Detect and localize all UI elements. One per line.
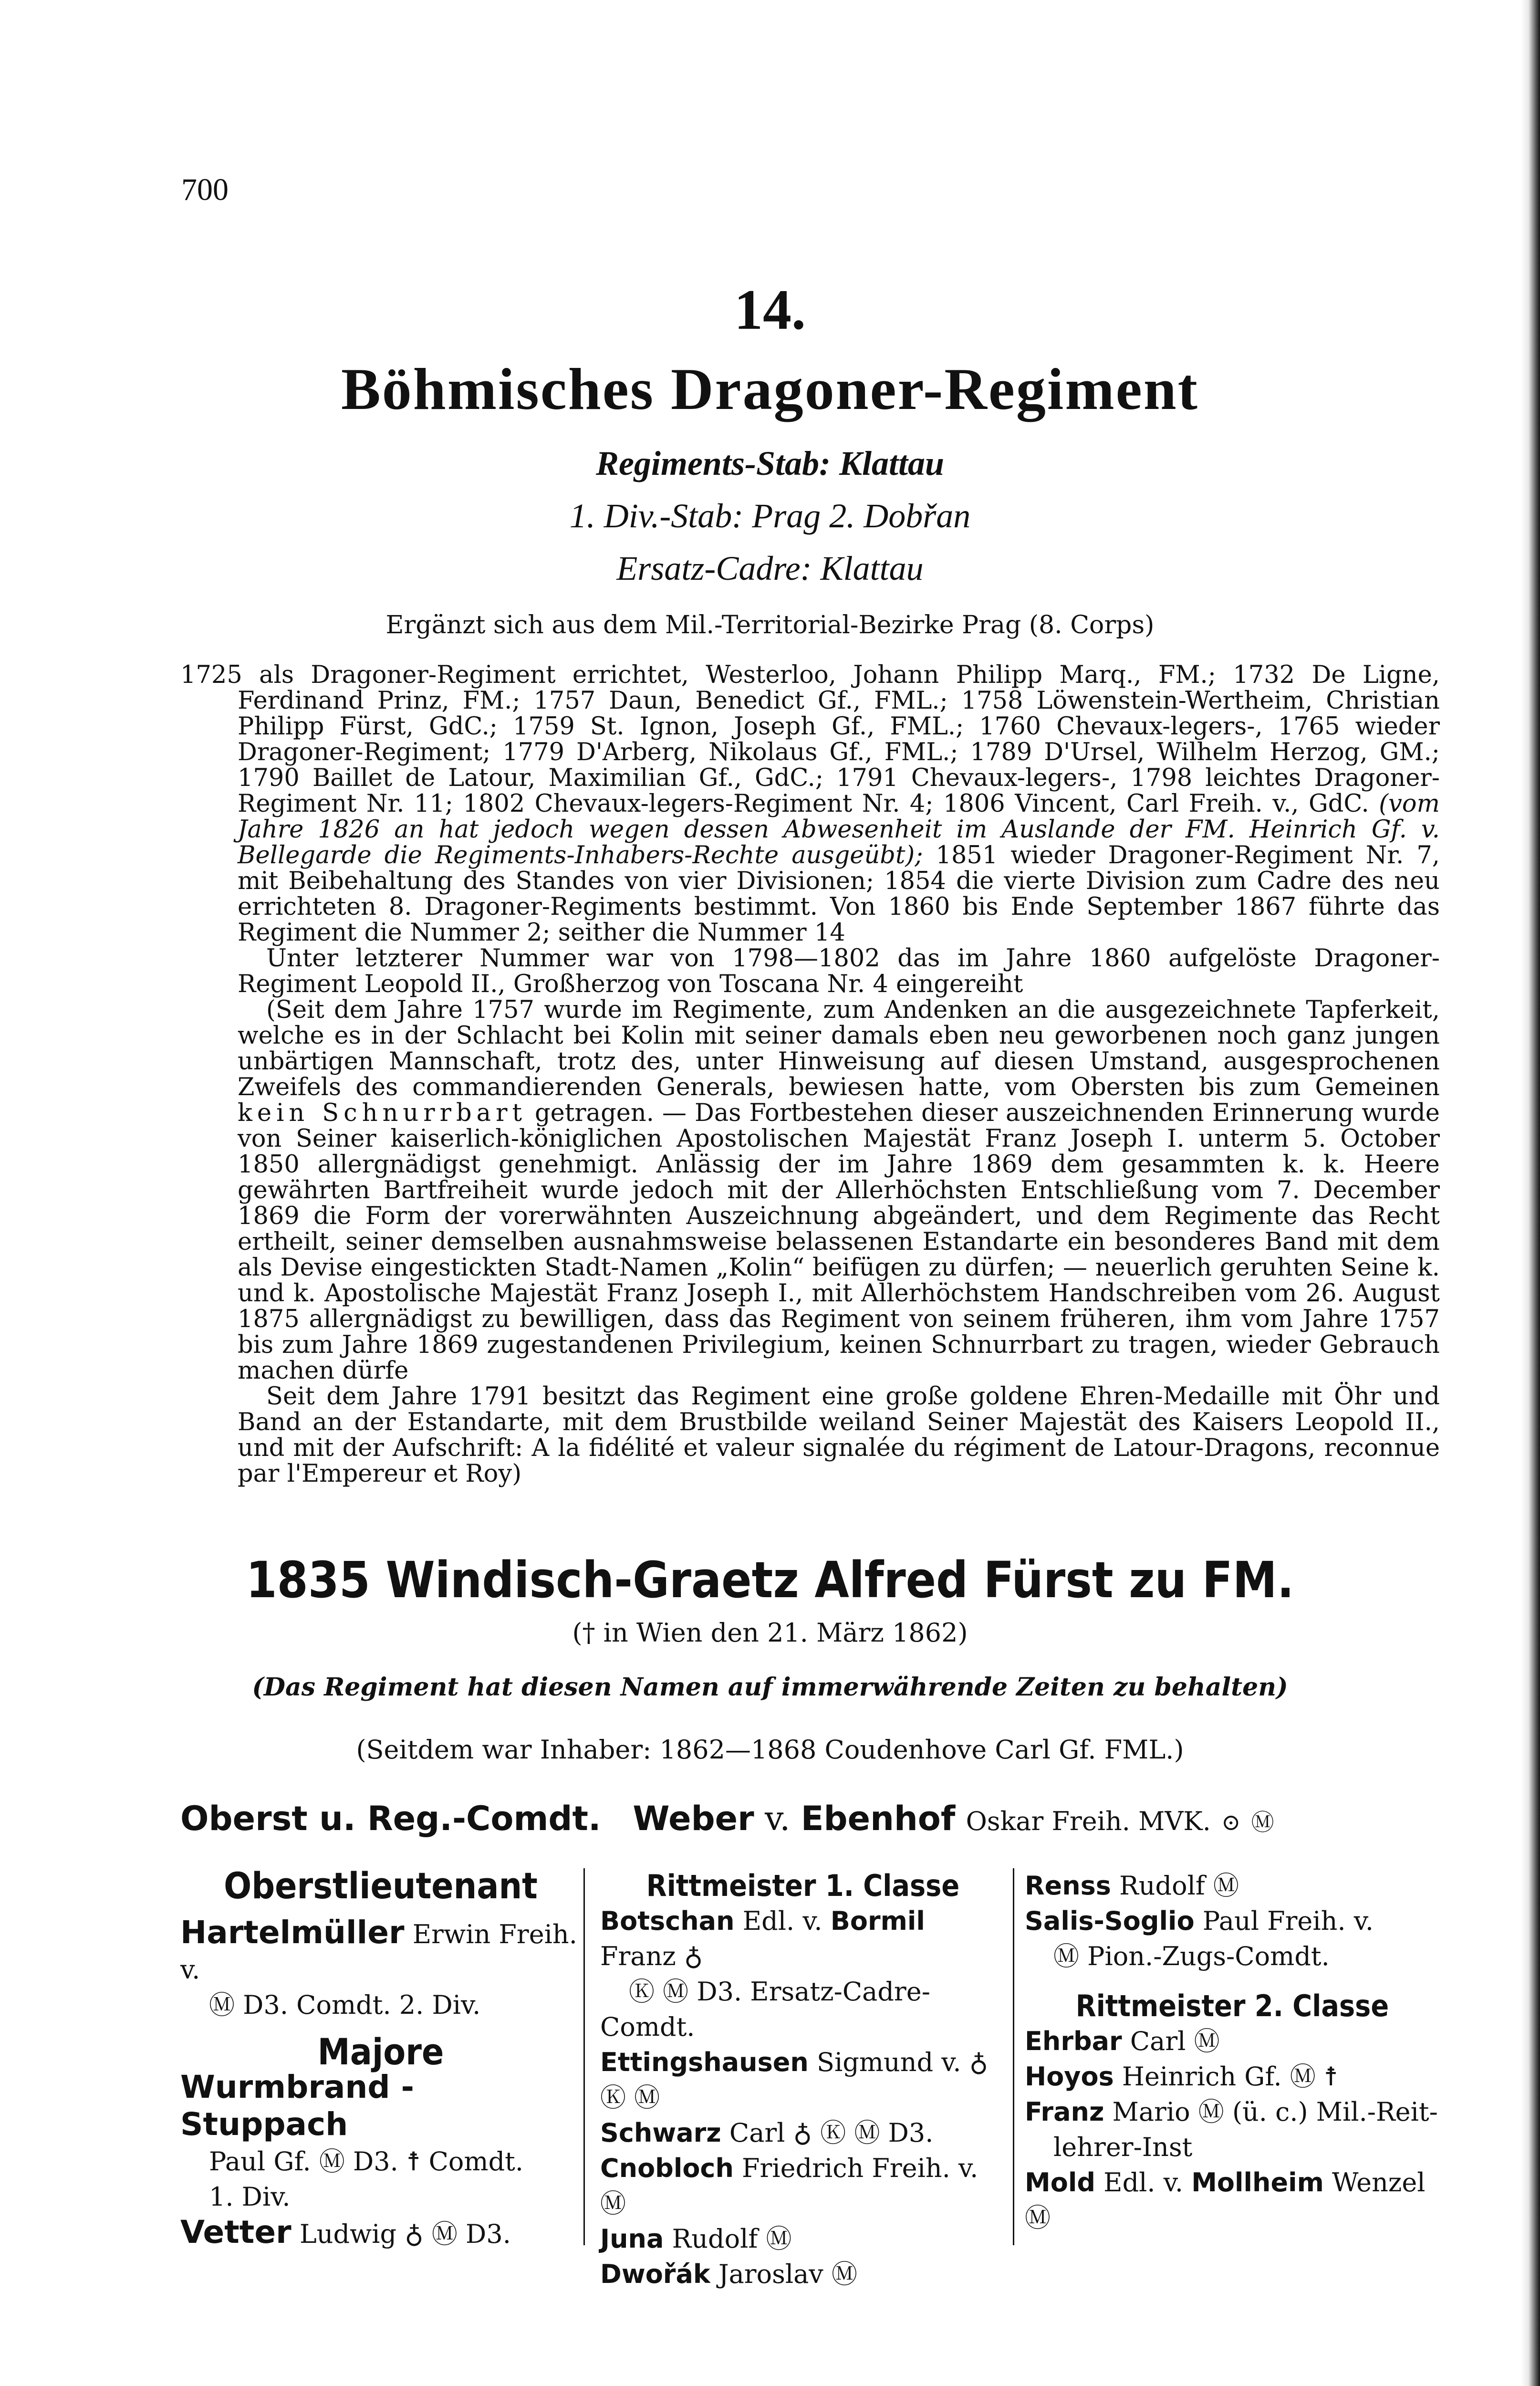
officer-entry: Cnobloch Friedrich Freih. v. Ⓜ (600, 2153, 978, 2219)
officer-entry: Franz Mario Ⓜ (ü. c.) Mil.-Reit- (1025, 2097, 1438, 2127)
officer-entry: Salis-Soglio Paul Freih. v. (1025, 1906, 1374, 1936)
history-paragraph-2: Unter letzterer Nummer war von 1798—1802 das im Jahre 1860 aufgelöste Dragoner-Regiment Leopold II., Großherzog von Toscana Nr. 4 eingereiht (238, 944, 1440, 998)
column-divider (583, 1868, 585, 2245)
owner-name-note: (Das Regiment hat diesen Namen auf immerwährende Zeiten zu behalten) (252, 1673, 1288, 1702)
medal-symbol-icon: Ⓜ (1251, 1809, 1274, 1836)
officer-entry: Juna Rudolf Ⓜ (600, 2224, 792, 2254)
officer-entry: Hoyos Heinrich Gf. Ⓜ ☨ (1025, 2062, 1338, 2092)
officer-roster (180, 1864, 1440, 2289)
officer-entry: Dwořák Jaroslav Ⓜ (600, 2259, 857, 2289)
commander-surname: Weber (633, 1799, 754, 1838)
history-paragraph-3 (180, 997, 1440, 1384)
officer-entry: Vetter Ludwig ♁ Ⓜ D3. (180, 2214, 511, 2250)
history-spaced-text: kein Schnurrbart (238, 1099, 527, 1127)
section-number: 14. (734, 278, 806, 341)
history-text: 1851 wieder Dragoner-Regiment Nr. 7, mit Beibehaltung des Standes von vier Divisionen; 1854 die vierte Division zum Cadre des neu errichteten 8. Dragoner-Regiments bestimmt. Von 1860 bis Ende September 1867 führte das Regiment die Nummer 2; seither die Nummer 14 (238, 841, 1440, 947)
commander-particle: v. (764, 1799, 791, 1838)
commander-details: Oskar Freih. MVK. (966, 1806, 1211, 1836)
history-text: 1725 als Dragoner-Regiment errichtet, Westerloo, Johann Philipp Marq., FM.; 1732 De Ligne, Ferdinand Prinz, FM.; 1757 Daun, Benedict Gf., FML.; 1758 Löwenstein-Wertheim, Christian Philipp Fürst, GdC.; 1759 St. Ignon, Joseph Gf., FML.; 1760 Chevaux-legers-, 1765 wieder Dragoner-Regiment; 1779 D'Arberg, Nikolaus Gf., FML.; 1789 D'Ursel, Wilhelm Herzog, GM.; 1790 Baillet de Latour, Maximilian Gf., GdC.; 1791 Chevaux-legers-, 1798 leichtes Dragoner-Regiment Nr. 11; 1802 Chevaux-legers-Regiment Nr. 4; 1806 Vincent, Carl Freih. v., GdC. (180, 661, 1440, 818)
officer-entry-detail: Ⓜ Pion.-Zugs-Comdt. (1053, 1941, 1330, 1971)
ersatz-cadre: Ersatz-Cadre: Klattau (616, 549, 924, 587)
officer-entry: Mold Edl. v. Mollheim Wenzel Ⓜ (1025, 2167, 1426, 2233)
officer-entry-detail: Ⓜ D3. Comdt. 2. Div. (209, 1990, 481, 2020)
officer-entry-detail: 1. Div. (209, 2182, 291, 2212)
owner-death-note: († in Wien den 21. März 1862) (572, 1618, 968, 1648)
regiment-history (180, 662, 1440, 1487)
history-text: (Seit dem Jahre 1757 wurde im Regimente, zum Andenken an die ausgezeichnete Tapferkeit, welche es in der Schlacht bei Kolin mit seiner damals eben neu geworbenen noch ganz jungen unbärtigen Mannschaft, trotz des, unter Hinweisung auf diesen Umstand, ausgesprochenen Zweifels des commandierenden Generals, bewiesen hatte, vom Obersten bis zum Gemeinen (238, 996, 1440, 1101)
history-italic-note: (vom Jahre 1826 an hat jedoch wegen dessen Abwesenheit im Auslande der FM. Heinrich Gf. v. Bellegarde die Regiments-Inhabers-Rechte ausgeübt); (238, 790, 1440, 869)
rank-heading: Rittmeister 2. Classe (1075, 1988, 1389, 2023)
officer-entry: Ehrbar Carl Ⓜ (1025, 2026, 1220, 2056)
order-symbol-icon: ⊙ (1221, 1809, 1241, 1836)
officer-entry-detail: lehrer-Inst (1053, 2132, 1193, 2162)
division-stab: 1. Div.-Stab: Prag 2. Dobřan (569, 497, 971, 535)
column-divider (1013, 1868, 1014, 2245)
history-text: getragen. — Das Fortbestehen dieser auszeichnenden Erinnerung wurde von Seiner kaiserlich-königlichen Apostolischen Majestät Franz Joseph I. unterm 5. October 1850 allergnädigst genehmigt. Anlässig der im Jahre 1869 dem gesammten k. k. Heere gewährten Bartfreiheit wurde jedoch mit der Allerhöchsten Entschließung vom 7. December 1869 die Form der vorerwähnten Auszeichnung abgeändert, und dem Regimente das Recht ertheilt, seiner demselben ausnahmsweise belassenen Estandarte ein besonderes Band mit dem als Devise eingestickten Stadt-Namen „Kolin“ beifügen zu dürfen; — neuerlich geruhten Seine k. und k. Apostolische Majestät Franz Joseph I., mit Allerhöchstem Handschreiben vom 26. August 1875 allergnädigst zu bewilligen, dass das Regiment von seinem früheren, ihm vom Jahre 1757 bis zum Jahre 1869 zugestandenen Privilegium, keinen Schnurrbart zu tragen, wieder Gebrauch machen dürfe (238, 1099, 1440, 1385)
history-paragraph-1 (180, 662, 1440, 946)
regiments-stab: Regiments-Stab: Klattau (595, 444, 945, 482)
officer-entry: Renss Rudolf Ⓜ (1025, 1871, 1239, 1901)
commander-label: Oberst u. Reg.-Comdt. (180, 1799, 601, 1838)
roster-column-2 (600, 1868, 1006, 2292)
officer-entry: Botschan Edl. v. Bormil Franz ♁ (600, 1906, 925, 1971)
officer-entry-detail: Comdt. (600, 2012, 695, 2042)
regiment-commander (180, 1799, 1274, 1838)
roster-column-1 (180, 1864, 581, 2252)
roster-column-3 (1025, 1868, 1440, 2236)
previous-owner-note: (Seitdem war Inhaber: 1862—1868 Coudenhove Carl Gf. FML.) (356, 1735, 1184, 1765)
page-number: 700 (181, 172, 229, 207)
rank-heading: Rittmeister 1. Classe (646, 1868, 960, 1903)
officer-entry-detail: Ⓚ Ⓜ (600, 2083, 660, 2113)
officer-entry: Wurmbrand - Stuppach (180, 2069, 415, 2143)
officer-entry-detail: Ⓚ Ⓜ D3. Ersatz-Cadre- (629, 1977, 930, 2007)
officer-entry: Schwarz Carl ♁ Ⓚ Ⓜ D3. (600, 2118, 934, 2148)
commander-surname-2: Ebenhof (801, 1799, 956, 1838)
officer-entry-detail: Paul Gf. Ⓜ D3. ☨ Comdt. (209, 2146, 524, 2177)
officer-entry: Ettingshausen Sigmund v. ♁ (600, 2047, 989, 2077)
officer-entry: Hartelmüller Erwin Freih. v. (180, 1914, 577, 1985)
regiment-owner: 1835 Windisch-Graetz Alfred Fürst zu FM. (246, 1551, 1294, 1609)
rank-heading: Majore (317, 2030, 444, 2073)
rank-heading: Oberstlieutenant (224, 1864, 538, 1907)
history-paragraph-4: Seit dem Jahre 1791 besitzt das Regiment eine große goldene Ehren-Medaille mit Öhr und Band an der Estandarte, mit dem Brustbilde weiland Seiner Majestät des Kaisers Leopold II., und mit der Aufschrift: A la fidélité et valeur signalée du régiment de Latour-Dragons, reconnue par l'Empereur et Roy) (238, 1382, 1440, 1488)
page-title: Böhmisches Dragoner-Regiment (341, 356, 1199, 422)
recruitment-district: Ergänzt sich aus dem Mil.-Territorial-Bezirke Prag (8. Corps) (385, 611, 1155, 639)
